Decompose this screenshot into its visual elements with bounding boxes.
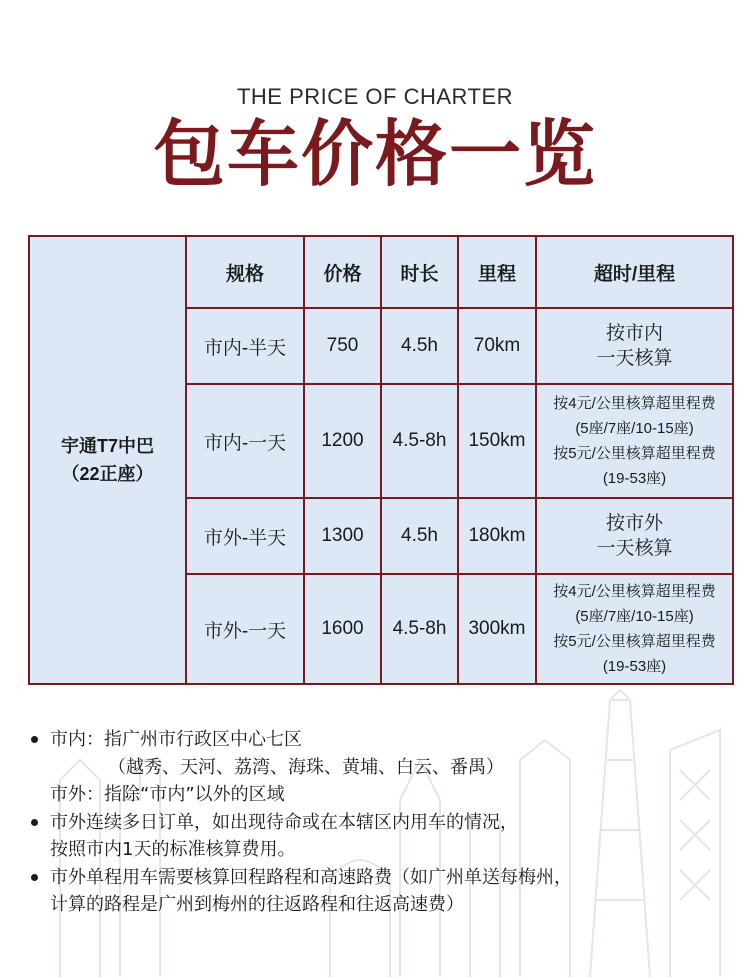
price-cell: 1600 [304,574,381,684]
mileage-cell: 70km [458,308,536,384]
overtime-note-line: 一天核算 [596,348,673,369]
note-text: 市外连续多日订单，如出现待命或在本辖区内用车的情况， [50,811,518,833]
overtime-note-line: (5座/7座/10-15座) [575,420,694,437]
overtime-cell [536,308,733,384]
duration-cell: 4.5h [381,308,458,384]
spec-cell: 市外-半天 [186,498,304,574]
overtime-note-line: 按5元/公里核算超里程费 [553,633,716,650]
note-text: （越秀、天河、荔湾、海珠、黄埔、白云、番禺） [108,756,504,778]
overtime-note-line: 按市外 [605,513,663,534]
note-text: 市内：指广州市行政区中心七区 [50,729,302,750]
vehicle-model-cell [29,236,186,684]
duration-cell: 4.5h [381,498,458,574]
duration-cell: 4.5-8h [381,574,458,684]
column-header-duration: 时长 [381,236,458,308]
overtime-note-line: (5座/7座/10-15座) [575,608,694,625]
bullet-icon [31,819,38,826]
overtime-note-line: 按4元/公里核算超里程费 [553,395,716,412]
column-header-mileage: 里程 [458,236,536,308]
note-item [28,864,728,892]
bullet-icon [31,874,38,881]
mileage-cell: 150km [458,384,536,498]
note-text: 市外：指除“市内”以外的区域 [50,784,285,805]
overtime-note-line: (19-53座) [602,470,667,487]
page-title: 包车价格一览 [152,112,597,196]
overtime-note-line: 按市内 [605,323,663,344]
overtime-note-line: 按4元/公里核算超里程费 [553,583,716,600]
overtime-note-line: (19-53座) [602,658,667,675]
spec-cell: 市外-一天 [186,574,304,684]
note-item [28,809,728,837]
column-header-price: 价格 [304,236,381,308]
column-header-spec: 规格 [186,236,304,308]
vehicle-seat-count: （22正座） [61,464,154,484]
note-text: 市外单程用车需要核算回程路程和高速路费（如广州单送每梅州， [50,866,572,888]
price-cell: 1300 [304,498,381,574]
notes-list [28,726,728,919]
note-text: 按照市内1天的标准核算费用。 [50,839,296,860]
bullet-icon [31,736,38,743]
vehicle-model-name: 宇通T7中巴 [60,436,154,456]
duration-cell: 4.5-8h [381,384,458,498]
page-subtitle: THE PRICE OF CHARTER [236,84,514,109]
spec-cell: 市内-半天 [186,308,304,384]
mileage-cell: 180km [458,498,536,574]
overtime-cell [536,574,733,684]
price-table [28,235,734,685]
overtime-cell [536,384,733,498]
overtime-note-line: 一天核算 [596,538,673,559]
spec-cell: 市内-一天 [186,384,304,498]
price-cell: 1200 [304,384,381,498]
column-header-overtime: 超时/里程 [536,236,733,308]
note-item [28,726,728,754]
note-text: 计算的路程是广州到梅州的往返路程和往返高速费） [50,894,464,915]
price-cell: 750 [304,308,381,384]
overtime-note-line: 按5元/公里核算超里程费 [553,445,716,462]
mileage-cell: 300km [458,574,536,684]
overtime-cell [536,498,733,574]
table-header-row [29,236,733,308]
